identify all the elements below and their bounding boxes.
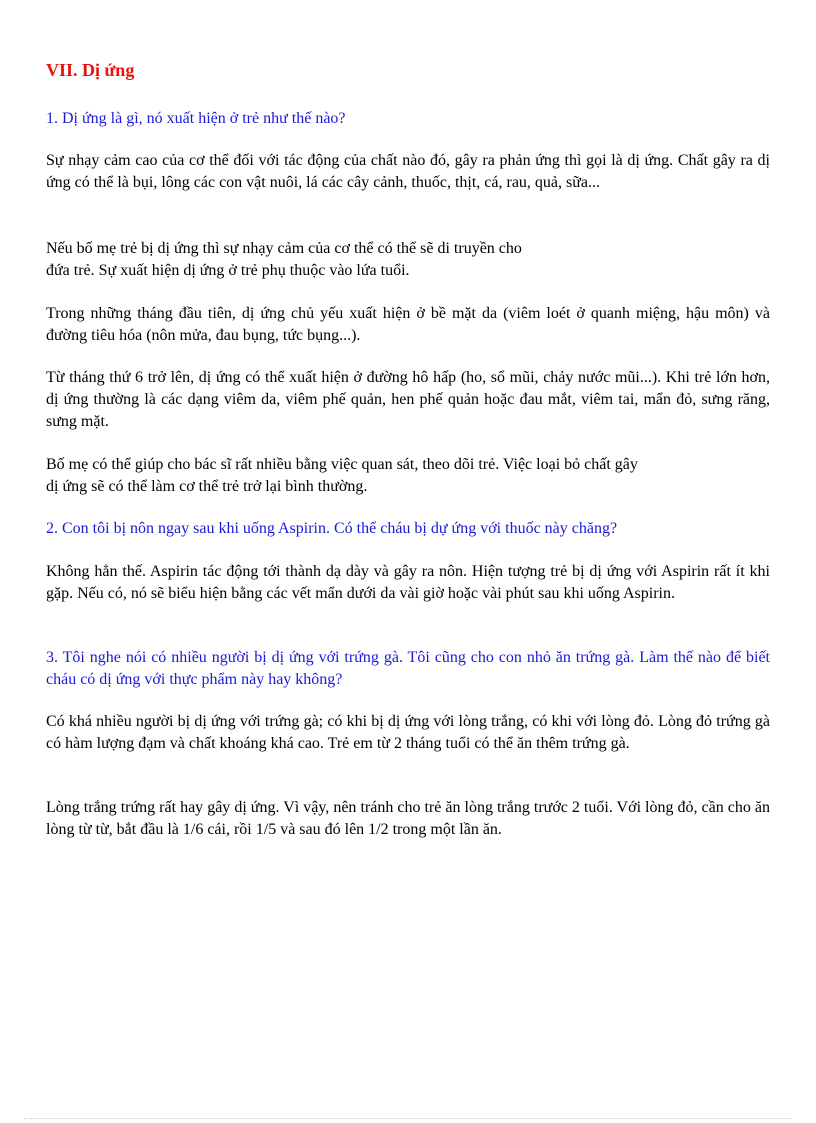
paragraph-1-4: Từ tháng thứ 6 trở lên, dị ứng có thể xuất hiện ở đường hô hấp (ho, sổ mũi, chảy nước mũi...). Khi trẻ lớn hơn, dị ứng thường là các dạng viêm da, viêm phế quản, hen phế quản hoặc đau mắt, viêm tai, mẩn đỏ, sưng răng, sưng mặt. (46, 369, 770, 430)
paragraph-1-1: Sự nhạy cảm cao của cơ thể đối với tác động của chất nào đó, gây ra phản ứng thì gọi là dị ứng. Chất gây ra dị ứng có thể là bụi, lông các con vật nuôi, lá các cây cảnh, thuốc, thịt, cá, rau, quả, sữa... (46, 152, 770, 191)
question-1: 1. Dị ứng là gì, nó xuất hiện ở trẻ như thế nào? (46, 110, 346, 127)
section-title: VII. Dị ứng (46, 60, 135, 80)
paragraph-1-2: Nếu bố mẹ trẻ bị dị ứng thì sự nhạy cảm của cơ thể có thể sẽ di truyền cho đứa trẻ. Sự xuất hiện dị ứng ở trẻ phụ thuộc vào lứa tuổi. (46, 240, 522, 279)
paragraph-2-1: Không hẳn thế. Aspirin tác động tới thành dạ dày và gây ra nôn. Hiện tượng trẻ bị dị ứng với Aspirin rất ít khi gặp. Nếu có, nó sẽ biểu hiện bằng các vết mẩn dưới da vài giờ hoặc vài phút sau khi uống Aspirin. (46, 563, 770, 602)
page-bottom-rule (24, 1118, 792, 1119)
question-2: 2. Con tôi bị nôn ngay sau khi uống Aspirin. Có thể cháu bị dự ứng với thuốc này chăng? (46, 520, 618, 537)
paragraph-1-5: Bố mẹ có thể giúp cho bác sĩ rất nhiều bằng việc quan sát, theo dõi trẻ. Việc loại bỏ chất gây dị ứng sẽ có thể làm cơ thể trẻ trở lại bình thường. (46, 456, 638, 495)
paragraph-3-1: Có khá nhiều người bị dị ứng với trứng gà; có khi bị dị ứng với lòng trắng, có khi với lòng đỏ. Lòng đỏ trứng gà có hàm lượng đạm và chất khoáng khá cao. Trẻ em từ 2 tháng tuổi có thể ăn thêm trứng gà. (46, 713, 770, 752)
paragraph-3-2: Lòng trắng trứng rất hay gây dị ứng. Vì vậy, nên tránh cho trẻ ăn lòng trắng trước 2 tuổi. Với lòng đỏ, cần cho ăn lòng từ từ, bắt đầu là 1/6 cái, rồi 1/5 và sau đó lên 1/2 trong một lần ăn. (46, 799, 770, 838)
question-3: 3. Tôi nghe nói có nhiều người bị dị ứng với trứng gà. Tôi cũng cho con nhỏ ăn trứng gà. Làm thế nào để biết cháu có dị ứng với thực phẩm này hay không? (46, 649, 770, 688)
paragraph-1-3: Trong những tháng đầu tiên, dị ứng chủ yếu xuất hiện ở bề mặt da (viêm loét ở quanh miệng, hậu môn) và đường tiêu hóa (nôn mửa, đau bụng, tức bụng...). (46, 305, 770, 344)
